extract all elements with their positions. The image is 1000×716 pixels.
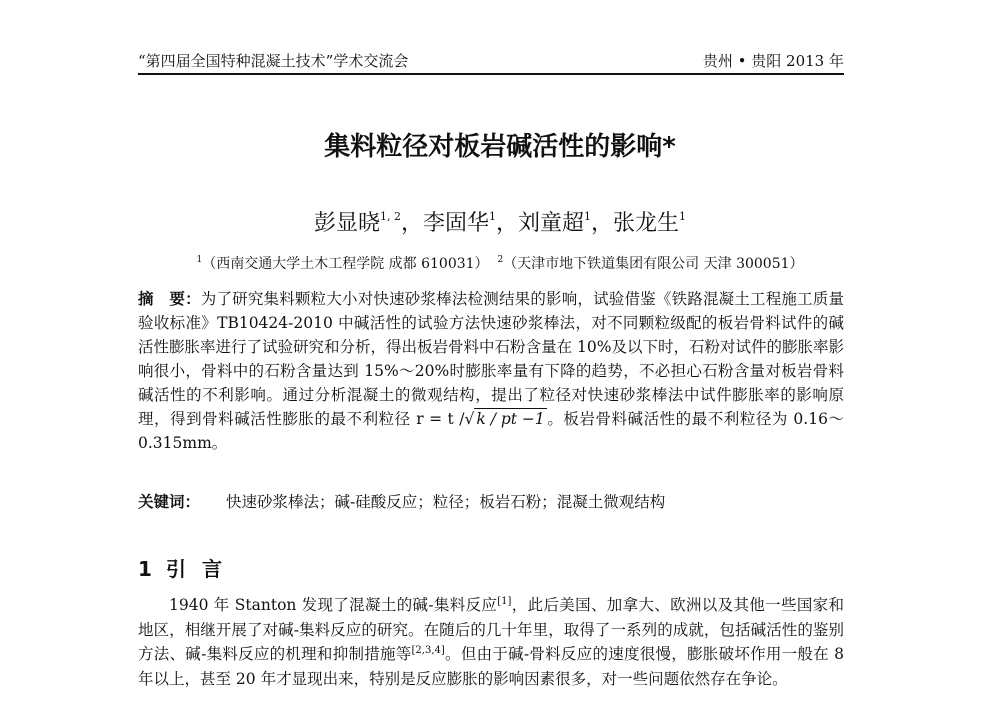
- abstract: [138, 287, 844, 455]
- author-name: 李固华: [422, 211, 489, 236]
- body-text: 。但由于碱-骨料反应的速度很慢，膨胀破坏作用一般在 8 年以上，甚至 20 年才显现出来，特别是反应膨胀的影响因素很多，对一些问题依然存在争论。: [138, 645, 844, 688]
- body-text: 1940 年 Stanton 发现了混凝土的碱-集料反应: [169, 596, 498, 614]
- affiliations: [0, 250, 1000, 274]
- keywords: [138, 490, 844, 514]
- section-title: 引言: [166, 557, 238, 581]
- author-list: [0, 202, 1000, 239]
- author-separator: ，: [591, 211, 614, 236]
- paper-title: 集料粒径对板岩碱活性的影响*: [324, 132, 676, 162]
- author-affiliation-mark: 1, 2: [379, 210, 401, 223]
- formula: [416, 410, 547, 428]
- body-paragraph: [138, 593, 844, 691]
- author-name: 刘童超: [518, 211, 585, 236]
- affiliation-number: 1: [196, 255, 203, 265]
- author-affiliation-mark: 1: [679, 210, 687, 223]
- author-name: 彭显晓: [313, 211, 380, 236]
- abstract-text: 为了研究集料颗粒大小对快速砂浆棒法检测结果的影响，试验借鉴《铁路混凝土工程施工质量验收标准》TB10424-2010 中碱活性的试验方法快速砂浆棒法，对不同颗粒级配的板岩骨料试件的碱活性膨胀率进行了试验研究和分析，得出板岩骨料中石粉含量在 10%及以下时，石粉对试件的膨胀率影响很小，骨料中的石粉含量达到 15%～20%时膨胀率量有下降的趋势，不必担心石粉含量对板岩骨料碱活性的不利影响。通过分析混凝土的微观结构，提出了粒径对快速砂浆棒法中试件膨胀率的影响原理，得到骨料碱活性膨胀的最不利粒径: [138, 290, 844, 428]
- citation: [1]: [497, 596, 512, 607]
- author-name: 张龙生: [613, 211, 680, 236]
- body-text: ，此后美国、加拿大、欧洲以及其他一些国家和地区，相继开展了对碱-集料反应的研究。在随后的几十年里，取得了一系列的成就，包括碱活性的鉴别方法、碱-集料反应的机理和抑制措施等: [138, 596, 844, 663]
- author-affiliation-mark: 1: [488, 210, 496, 223]
- author-separator: ，: [495, 211, 518, 236]
- author-separator: ，: [400, 211, 423, 236]
- formula-radicand: k / pt −1: [476, 410, 545, 428]
- keywords-label: 关键词：: [138, 493, 201, 511]
- affiliation-number: 2: [497, 255, 504, 265]
- citation: [2,3,4]: [411, 645, 445, 656]
- formula-lhs: r = t /: [416, 410, 465, 428]
- conference-name: “第四届全国特种混凝土技术”学术交流会: [138, 52, 409, 70]
- affiliation-text: （天津市地下铁道集团有限公司 天津 300051）: [503, 256, 804, 272]
- section-number: 1: [138, 557, 152, 581]
- running-header: [138, 49, 844, 75]
- author-affiliation-mark: 1: [584, 210, 592, 223]
- affiliation-text: （西南交通大学土木工程学院 成都 610031）: [202, 256, 489, 272]
- keywords-text: 快速砂浆棒法；碱-硅酸反应；粒径；板岩石粉；混凝土微观结构: [226, 493, 666, 511]
- abstract-label: 摘 要：: [138, 290, 201, 308]
- section-heading: [138, 555, 238, 583]
- venue-year: 贵州 • 贵阳 2013 年: [702, 52, 844, 70]
- radical-sign: √: [464, 410, 475, 428]
- abstract-text-end: 。板岩骨料碱活性的最不利粒径为 0.16～0.315mm。: [138, 410, 844, 452]
